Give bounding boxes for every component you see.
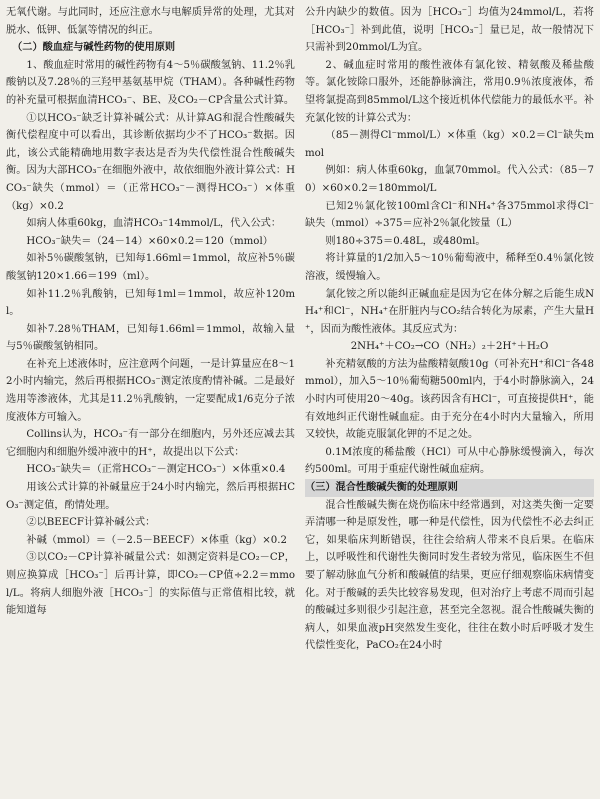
right-paragraph: 混合性酸碱失衡在烧伤临床中经常遇到，对这类失衡一定要弄清哪一种是原发性，哪一种是代偿性，因为代偿性不必去纠正它，如果临床判断错误，往往会给病人带来不良后果。在临床上，以呼吸性和代谢性失衡同时发生者较为常见，临床医生不但要了解动脉血气分析和酸碱值的结果，更应仔细观察临床病情变化。对于酸碱的丢失比较容易发现，但对治疗上考虑不周而引起的酸碱过多则很少引起注意，甚至完全忽视。混合性酸碱失衡的病人，如果血液pH突然发生变化，往往在数小时后呼吸才发生代偿性变化，PaCO₂在24小时	[305, 499, 594, 652]
right-paragraph: 已知2％氯化铵100ml含Cl⁻和NH₄⁺各375mmol求得Cl⁻缺失（mmol）÷375＝应补2％氯化铵量（L）	[305, 200, 594, 230]
right-paragraph: 氯化铵之所以能纠正碱血症是因为它在体分解之后能生成NH₄⁺和Cl⁻，NH₄⁺在肝脏内与CO₂结合转化为尿素，产生大量H⁺，因而为酸性液体。其反应式为：	[305, 288, 594, 335]
right-paragraph: 则180÷375＝0.48L，或480ml。	[325, 235, 486, 247]
left-paragraph: 如病人体重60kg，血清HCO₃⁻14mmol/L，代入公式：	[26, 218, 282, 230]
left-formula: HCO₃⁻缺失＝（正常HCO₃⁻－测定HCO₃⁻）×体重×0.4	[26, 464, 286, 476]
right-paragraph: 0.1M浓度的稀盐酸（HCl）可从中心静脉缓慢滴入，每次约500ml。可用于重症代谢性碱血症病。	[305, 446, 594, 476]
left-formula: HCO₃⁻缺失＝（24－14）×60×0.2＝120（mmol）	[26, 235, 273, 247]
right-section-heading: （三）混合性酸碱失衡的处理原则	[305, 479, 594, 497]
left-paragraph: ③以CO₂－CP计算补碱量公式：如测定资料是CO₂－CP，则应换算成［HCO₃⁻］后再计算，即CO₂－CP值÷2.2＝mmol/L。将病人细胞外液［HCO₃⁻］的实际值与正常值相比较，就能知道每	[6, 552, 295, 617]
left-paragraph: 如补5％碳酸氢钠，已知每1.66ml＝1mmol，故应补5％碳酸氢钠120×1.66＝199（ml）。	[6, 253, 295, 282]
right-column	[305, 4, 594, 799]
left-paragraph: 用该公式计算的补碱量应于24小时内输完，然后再根据HCO₃⁻测定值，酌情处理。	[6, 482, 295, 511]
right-formula: （85－测得Cl⁻mmol/L）×体重（kg）×0.2＝Cl⁻缺失mmol	[305, 130, 594, 159]
left-paragraph: 无氧代谢。与此同时，还应注意水与电解质异常的处理，尤其对脱水、低钾、低氯等情况的纠正。	[6, 7, 295, 36]
left-paragraph: 如补11.2％乳酸钠，已知每1ml＝1mmol，故应补120ml。	[6, 288, 295, 318]
left-paragraph: Collins认为，HCO₃⁻有一部分在细胞内，另外还应减去其它细胞内和细胞外缓冲液中的H⁺，故提出以下公式：	[6, 429, 295, 458]
right-paragraph: 补充精氨酸的方法为盐酸精氨酸10g（可补充H⁺和Cl⁻各48mmol），加入5～10％葡萄糖500ml内，于4小时静脉滴入，24小时内可使用20～40g。该药因含有HCl⁻，可直接提供H⁺，能有效地纠正代谢性碱血症。由于充分在4小时内大量输入，所用又较快，故能克服氯化钾的不足之处。	[305, 358, 594, 441]
left-paragraph: 在补充上述液体时，应注意两个问题，一是计算量应在8～12小时内输完，然后再根据HCO₃⁻测定浓度酌情补碱。二是最好选用等渗液体，尤其是11.2％乳酸钠，一定要配成1/6克分子浓度液体方可输入。	[6, 358, 295, 423]
left-paragraph: ②以BEECF计算补碱公式：	[26, 517, 156, 529]
right-paragraph: 公升内缺少的数值。因为［HCO₃⁻］均值为24mmol/L，若将［HCO₃⁻］补到此值，说明［HCO₃⁻］量已足，故一般情况下只需补到20mmol/L为宜。	[305, 7, 594, 54]
left-column	[6, 4, 295, 799]
right-paragraph: 2、碱血症时常用的酸性液体有氯化铵、精氨酸及稀盐酸等。氯化铵除口服外，还能静脉滴注，常用0.9％浓度液体，希望将氯提高到85mmol/L这个接近机体代偿能力的最低水平。补充氯化铵的计算公式为：	[305, 59, 594, 124]
left-formula: 补碱（mmol）＝（－2.5－BEECF）×体重（kg）×0.2	[26, 534, 287, 546]
left-paragraph: 1、酸血症时常用的碱性药物有4～5％碳酸氢钠、11.2％乳酸钠以及7.28％的三羟甲基氨基甲烷（THAM）。各种碱性药物的补充量可根据血清HCO₃⁻、BE、及CO₂－CP含量公式计算。	[6, 59, 295, 106]
left-section-heading: （二）酸血症与碱性药物的使用原则	[12, 42, 176, 54]
right-paragraph: 例如：病人体重60kg，血氯70mmol。代入公式：（85－70）×60×0.2＝180mmol/L	[305, 165, 594, 194]
right-formula: 2NH₄⁺＋CO₂→CO（NH₂）₂＋2H⁺＋H₂O	[350, 341, 549, 353]
right-paragraph: 将计算量的1/2加入5～10％葡萄液中，稀释至0.4％氯化铵溶液，缓慢输入。	[305, 253, 594, 282]
left-paragraph: 如补7.28％THAM，已知每1.66ml＝1mmol，故输入量与5％碳酸氢钠相同。	[6, 323, 295, 353]
left-paragraph: ①以HCO₃⁻缺乏计算补碱公式：从计算AG和混合性酸碱失衡代偿程度中可以看出，其诊断依据均少不了HCO₃⁻数据。因此，该公式能精确地用数字表达是否为失代偿性混合性酸碱失衡。因为大部HCO₃⁻在细胞外液中，故依细胞外液计算公式：HCO₃⁻缺失（mmol）＝（正常HCO₃⁻－测得HCO₃⁻）×体重（kg）×0.2	[6, 112, 295, 212]
